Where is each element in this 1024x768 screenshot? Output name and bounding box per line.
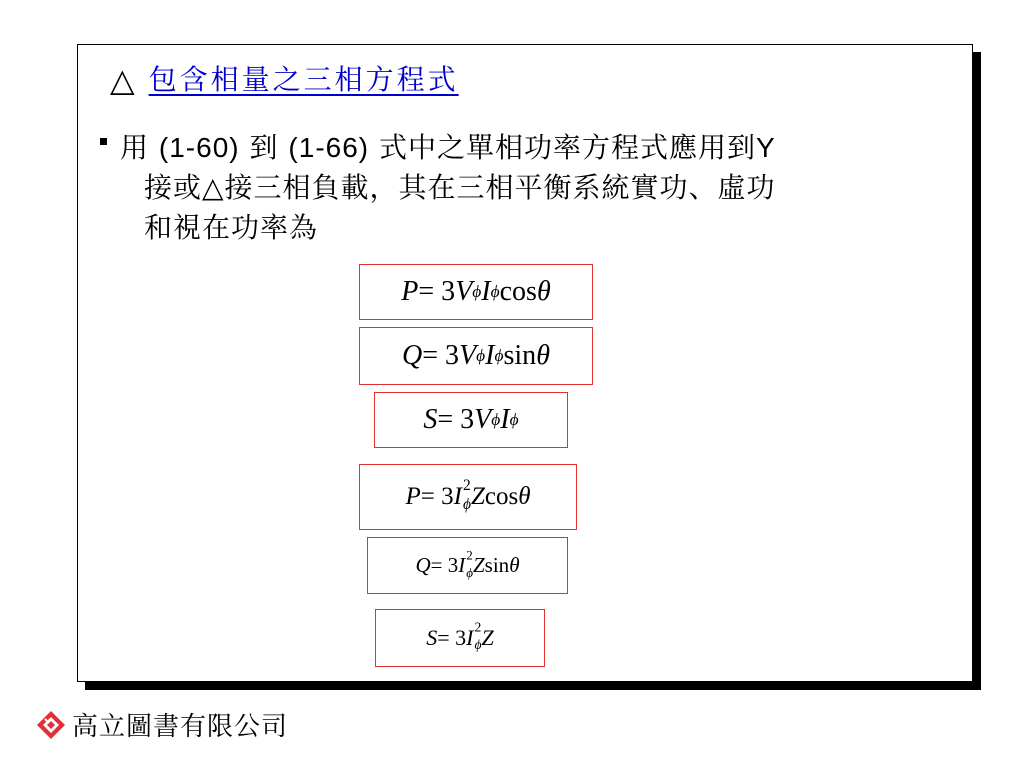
formula-symbol: V [459,340,477,371]
formula-subscript: ϕ [472,282,482,301]
formula-symbol: θ [536,340,550,371]
formula-symbol: P [401,276,419,307]
body-line-1 [100,128,960,168]
formula-reactive-power-phase [359,327,593,385]
formula-symbol: I [500,404,510,435]
formula-symbol: V [455,276,473,307]
gaoli-logo-icon [36,710,66,740]
eq-ref-end: (1-66) [288,132,370,163]
formula-subscript: ϕ [509,410,519,429]
company-name: 高立圖書有限公司 [72,712,289,742]
formula-real-power-impedance [359,464,577,530]
formula-symbol: I [481,276,491,307]
formula-function: cos [499,276,537,307]
formula-symbol: I [458,553,466,577]
formula-subscript: ϕ [491,410,501,429]
formula-function: sin [484,553,510,577]
formula-script [462,476,471,513]
formula-equals: = 3 [437,404,475,435]
body-line-3: 和視在功率為 [144,211,319,244]
formula-apparent-power-impedance [375,609,545,667]
footer [36,706,288,743]
formula-script [474,619,482,652]
formula-symbol: Q [415,553,431,577]
formula-superscript: 2 [474,619,482,635]
formula-equals: = 3 [422,340,460,371]
formula-symbol: θ [518,483,531,510]
formula-symbol: P [405,483,421,510]
formula-symbol: V [474,404,492,435]
body-paragraph [100,128,960,248]
formula-symbol: θ [536,276,551,307]
formula-symbol: I [453,483,462,510]
slide-title [110,60,459,100]
formula-symbol: S [423,404,438,435]
formula-symbol: Z [481,625,494,650]
formula-symbol: Z [472,553,485,577]
formula-equals: = 3 [418,276,456,307]
formula-subscript: ϕ [462,496,471,513]
formula-equals: = 3 [420,483,454,510]
formula-symbol: Z [470,483,485,510]
body-text: 式中之單相功率方程式應用到 [369,131,757,164]
formula-apparent-power-phase [374,392,568,448]
formula-symbol: S [426,625,438,650]
body-line-2: 接或△接三相負載，其在三相平衡系統實功、虛功 [144,171,776,204]
formula-subscript: ϕ [476,346,486,365]
formula-subscript: ϕ [490,282,500,301]
body-text: 到 [239,131,289,164]
formula-subscript: ϕ [494,346,504,365]
formula-superscript: 2 [466,548,473,564]
formula-equals: = 3 [437,625,467,650]
formula-equals: = 3 [430,553,459,577]
formula-script [466,548,473,580]
y-connection-label: Y [756,132,776,163]
formula-real-power-phase [359,264,593,320]
formula-function: cos [484,483,519,510]
formula-symbol: I [485,340,495,371]
eq-ref-start: (1-60) [158,132,240,163]
body-text: 用 [120,131,159,164]
formula-superscript: 2 [462,476,471,494]
formula-subscript: ϕ [466,564,473,580]
formula-reactive-power-impedance [367,537,568,594]
formula-subscript: ϕ [474,637,482,652]
formula-symbol: Q [402,340,423,371]
triangle-icon: △ [110,61,135,99]
bullet-icon [100,138,107,145]
title-text: 包含相量之三相方程式 [148,63,459,96]
formula-function: sin [503,340,537,371]
formula-symbol: I [466,625,474,650]
formula-symbol: θ [509,553,520,577]
